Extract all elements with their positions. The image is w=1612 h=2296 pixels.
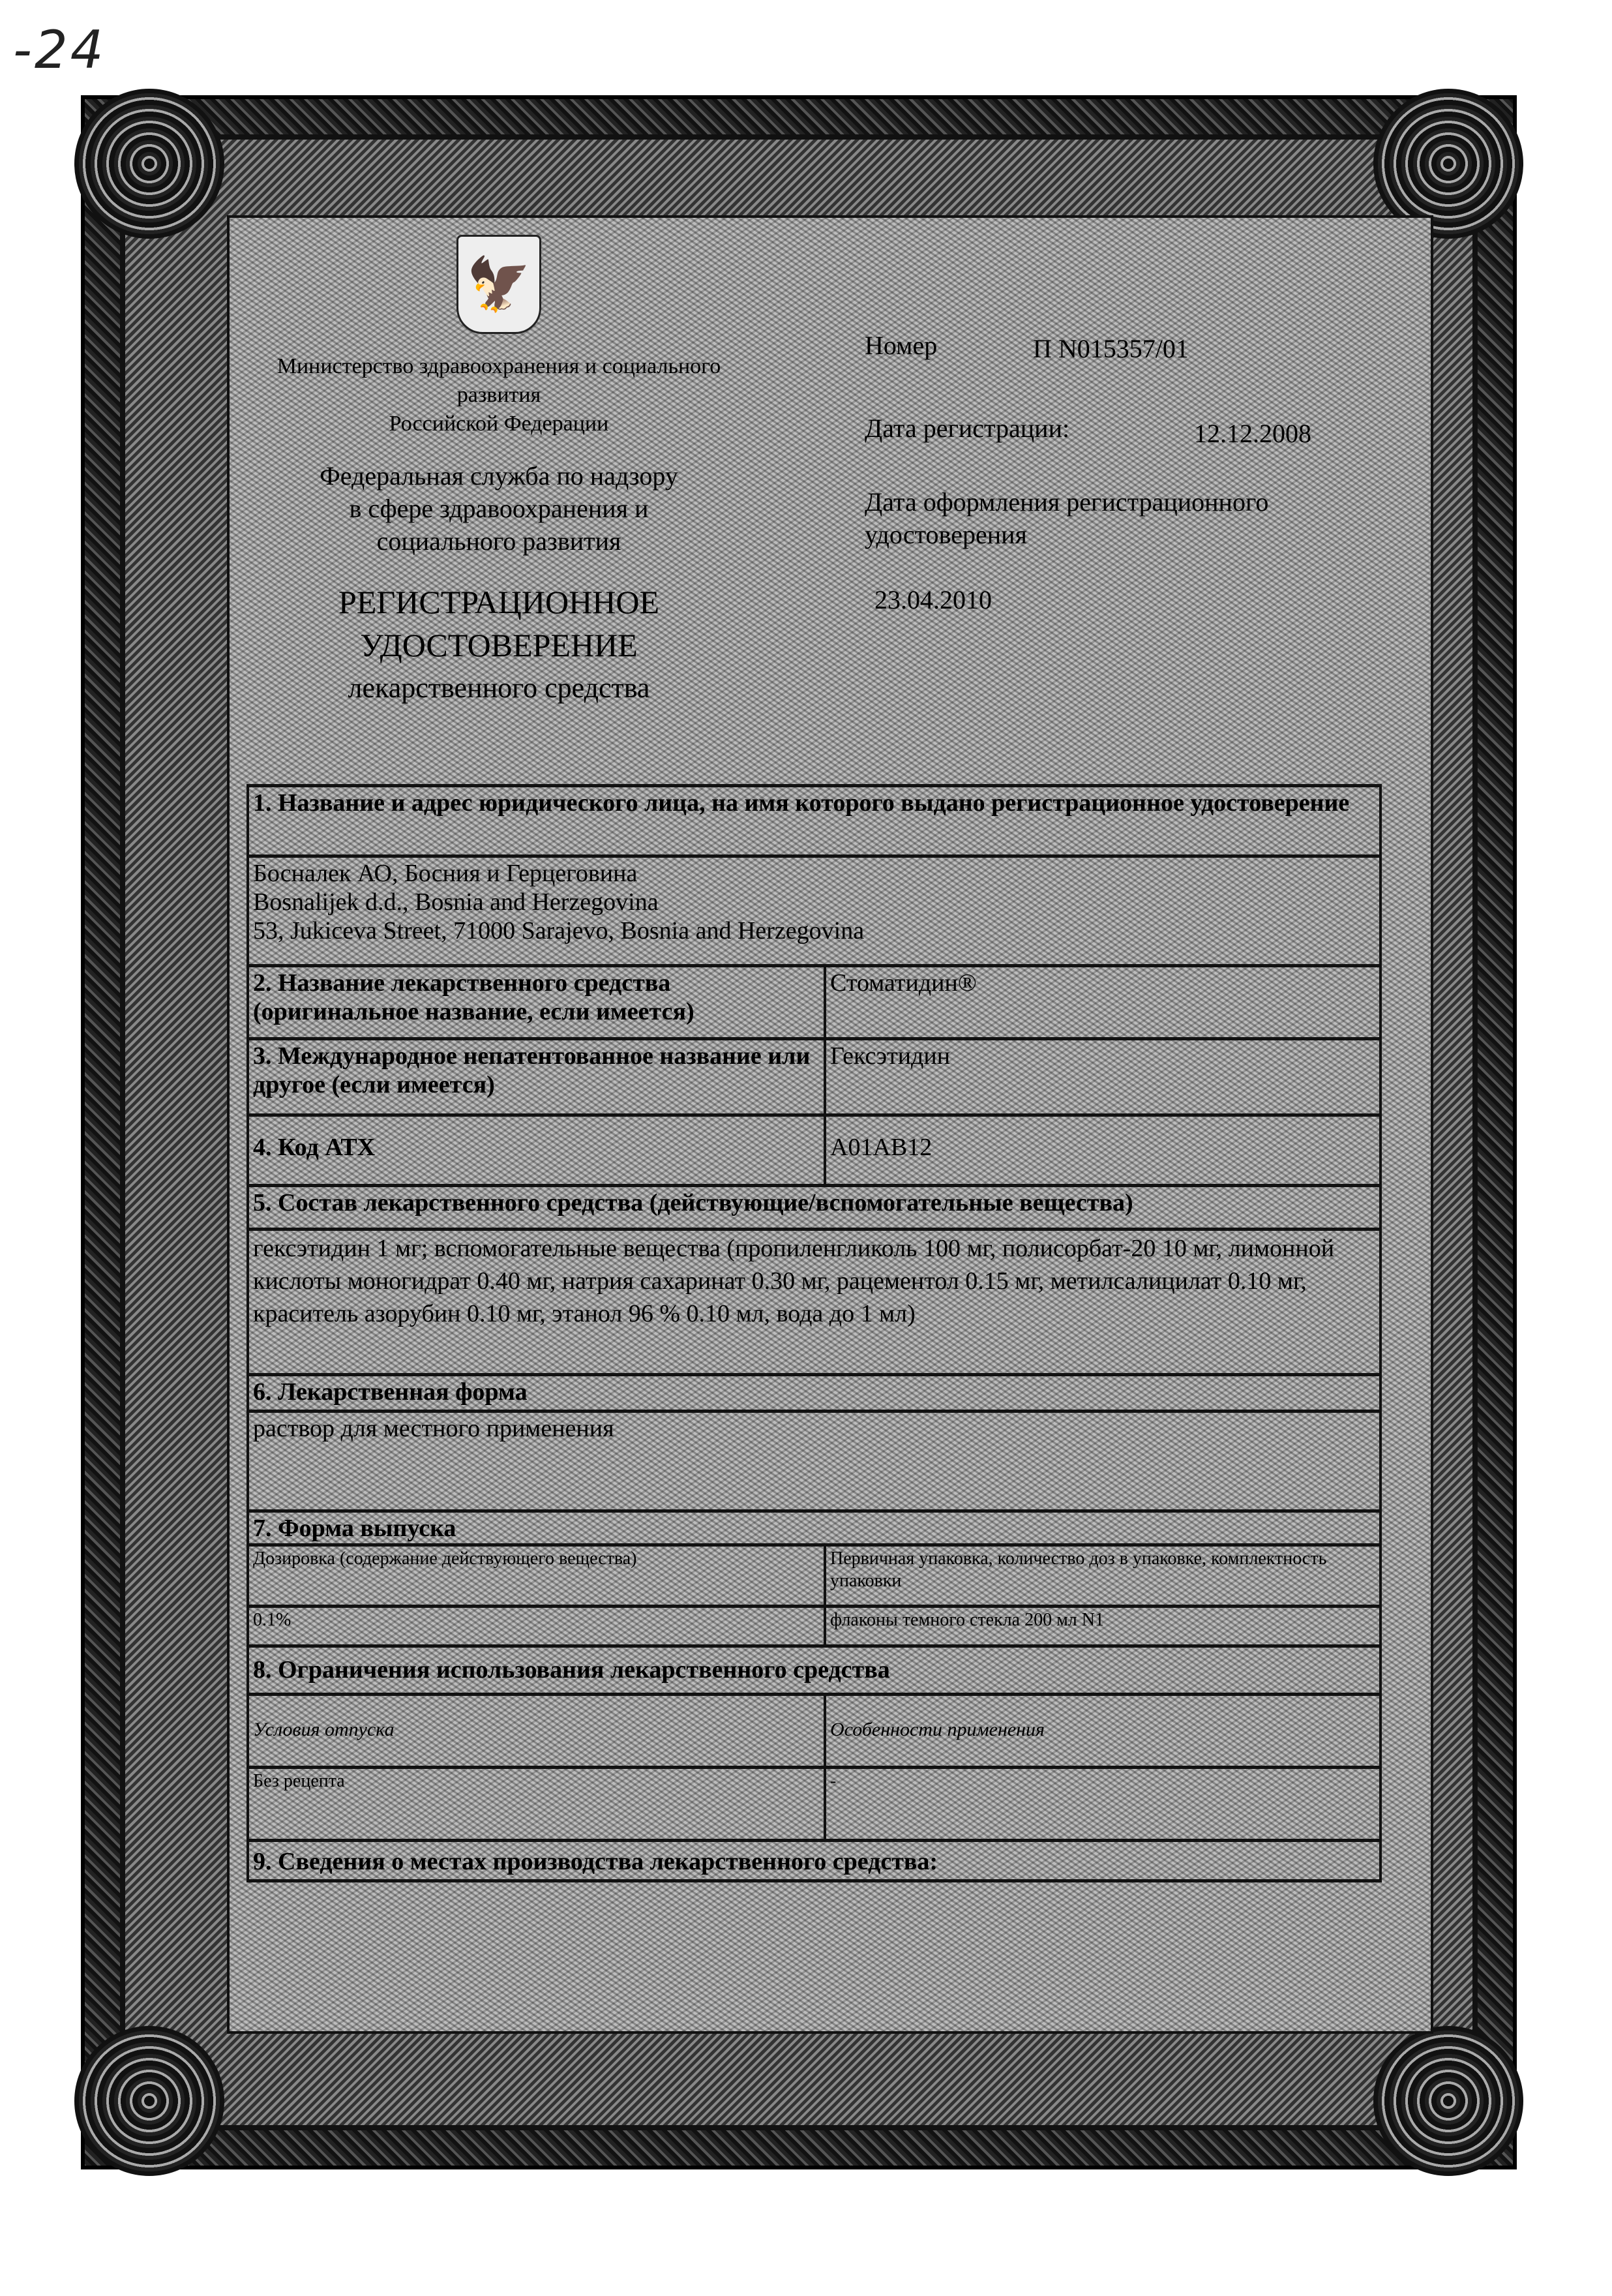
issue-date-label xyxy=(865,486,1268,551)
section-8-col-dispensing: Условия отпуска xyxy=(249,1696,826,1766)
section-7-dosage-value: 0.1% xyxy=(249,1608,826,1644)
address-line: Bosnalijek d.d., Bosnia and Herzegovina xyxy=(253,888,659,916)
section-8-title: 8. Ограничения использования лекарственного средства xyxy=(253,1656,890,1684)
ministry-name xyxy=(215,352,783,438)
number-value: П N015357/01 xyxy=(1033,334,1189,363)
issue-date-label-line: удостоверения xyxy=(865,520,1027,549)
section-7-col-packaging: Первичная упаковка, количество доз в упаковке, комплектность упаковки xyxy=(830,1548,1327,1591)
certificate-table xyxy=(246,784,1382,1882)
ministry-line: Российской Федерации xyxy=(389,412,609,436)
section-3-label: 3. Международное непатентованное название или другое (если имеется) xyxy=(249,1040,826,1113)
issue-date-label-line: Дата оформления регистрационного xyxy=(865,487,1269,517)
service-line: социального развития xyxy=(376,526,621,556)
reg-date-value: 12.12.2008 xyxy=(1194,419,1311,448)
coat-of-arms-icon: 🦅 xyxy=(456,235,541,334)
section-7-col-dosage: Дозировка (содержание действующего вещества) xyxy=(249,1547,826,1605)
section-6-value: раствор для местного применения xyxy=(253,1415,614,1442)
ministry-line: развития xyxy=(456,383,541,407)
service-line: в сфере здравоохранения и xyxy=(349,494,649,523)
section-4-value: A01AB12 xyxy=(830,1134,933,1161)
corner-rosette-icon xyxy=(74,2026,224,2176)
section-2-value: Стоматидин® xyxy=(830,969,977,997)
section-8-col-usage: Особенности применения xyxy=(830,1719,1045,1740)
section-5-text: гексэтидин 1 мг; вспомогательные вещества (пропиленгликоль 100 мг, полисорбат-20 10 мг, лимонной кислоты моногидрат 0.40 мг, натрия сахаринат 0.30 мг, рацементол 0.15 мг, метилсалицилат 0.10 мг, краситель азорубин 0.10 мг, этанол 96 % 0.10 мл, вода до 1 мл) xyxy=(253,1235,1335,1327)
handwritten-page-number: -24 xyxy=(13,20,106,80)
number-label: Номер xyxy=(865,331,938,360)
section-1-address xyxy=(249,858,868,964)
address-line: 53, Jukiceva Street, 71000 Sarajevo, Bosnia and Herzegovina xyxy=(253,917,865,944)
section-7-title: 7. Форма выпуска xyxy=(253,1515,456,1542)
issue-date-value: 23.04.2010 xyxy=(874,585,992,614)
ministry-line: Министерство здравоохранения и социального xyxy=(276,354,721,378)
section-7-packaging-value: флаконы темного стекла 200 мл N1 xyxy=(830,1610,1104,1630)
section-8-usage-value: - xyxy=(830,1771,837,1791)
corner-rosette-icon xyxy=(74,89,224,239)
section-4-label: 4. Код АТХ xyxy=(249,1117,826,1184)
section-1-title: 1. Название и адрес юридического лица, на имя которого выдано регистрационное удостоверение xyxy=(253,789,1350,817)
address-line: Босналек АО, Босния и Герцеговина xyxy=(253,860,638,887)
title-subtitle: лекарственного средства xyxy=(348,672,650,704)
section-2-label: 2. Название лекарственного средства (оригинальное название, если имеется) xyxy=(249,967,826,1037)
corner-rosette-icon xyxy=(1373,2026,1523,2176)
section-8-dispensing-value: Без рецепта xyxy=(249,1769,826,1839)
reg-date-label: Дата регистрации: xyxy=(865,414,1070,443)
section-6-title: 6. Лекарственная форма xyxy=(253,1378,528,1406)
service-line: Федеральная служба по надзору xyxy=(320,461,678,491)
title-line: УДОСТОВЕРЕНИЕ xyxy=(360,627,638,663)
title-line: РЕГИСТРАЦИОННОЕ xyxy=(338,584,659,620)
section-3-value: Гексэтидин xyxy=(830,1042,951,1070)
section-5-title: 5. Состав лекарственного средства (действующие/вспомогательные вещества) xyxy=(253,1189,1133,1216)
document-title xyxy=(215,581,783,710)
service-name xyxy=(215,460,783,558)
section-9-title: 9. Сведения о местах производства лекарственного средства: xyxy=(253,1848,938,1875)
